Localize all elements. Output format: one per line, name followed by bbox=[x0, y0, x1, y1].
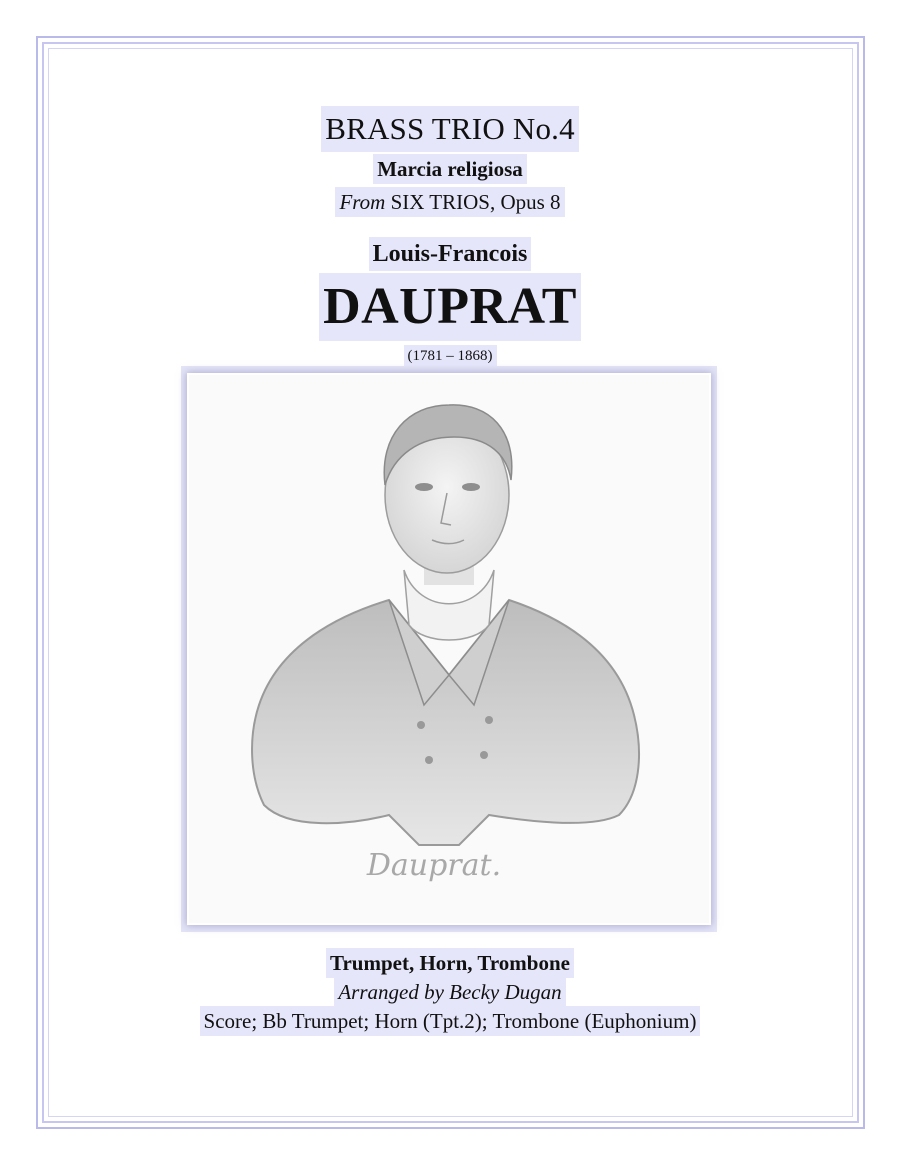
portrait-signature: Dauprat. bbox=[366, 848, 502, 883]
source-line bbox=[0, 187, 900, 217]
composer-last-line bbox=[0, 273, 900, 341]
composer-dates-line bbox=[0, 345, 900, 367]
composer-dates: (1781 – 1868) bbox=[404, 345, 497, 367]
portrait-image bbox=[189, 375, 709, 923]
arranger: Arranged by Becky Dugan bbox=[334, 977, 565, 1007]
composer-first-line bbox=[0, 237, 900, 271]
parts-list: Score; Bb Trumpet; Horn (Tpt.2); Trombone (Euphonium) bbox=[200, 1006, 701, 1036]
parts-line bbox=[0, 1006, 900, 1036]
arranger-line bbox=[0, 977, 900, 1007]
title: BRASS TRIO No.4 bbox=[321, 106, 579, 152]
source-text: SIX TRIOS, Opus 8 bbox=[390, 190, 561, 214]
title-line bbox=[0, 106, 900, 152]
instrumentation-line bbox=[0, 948, 900, 978]
source-prefix: From bbox=[339, 190, 386, 214]
subtitle-line bbox=[0, 154, 900, 184]
composer-last-name: DAUPRAT bbox=[319, 273, 581, 341]
composer-first-name: Louis-Francois bbox=[369, 237, 532, 271]
source bbox=[335, 187, 564, 217]
subtitle: Marcia religiosa bbox=[373, 154, 527, 184]
instrumentation: Trumpet, Horn, Trombone bbox=[326, 948, 574, 978]
